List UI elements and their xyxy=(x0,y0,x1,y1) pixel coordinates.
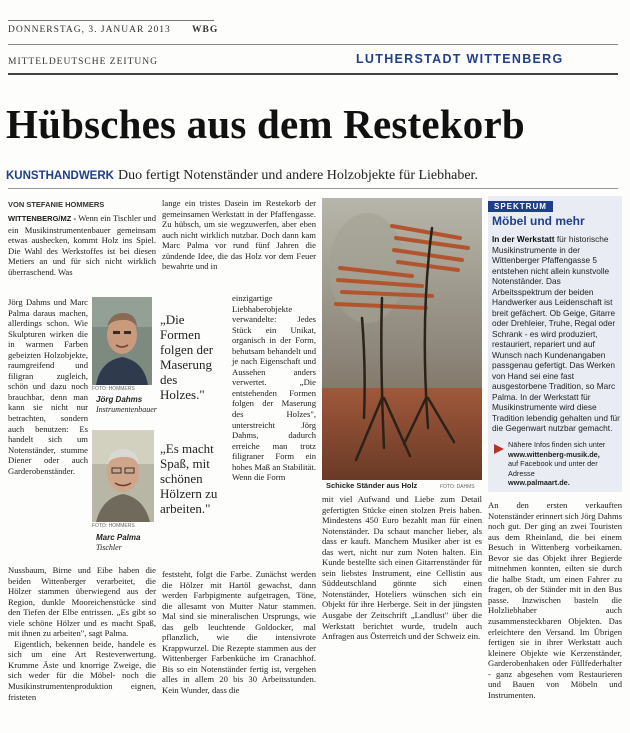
info-text: auf Facebook und unter der Adresse xyxy=(508,459,598,478)
article-text: An den ersten verkauften Notenständer erinnert sich Jörg Dahms noch gut. Der ging an zwei Touristen aus dem Rheinland, die bei einem Besuch in Wittenberg vorbeikamen. Bevor sie das Objekt ihrer Begierde mitnehmen konnten, eilten sie durch die halbe Stadt, um einen Fahrer zu fragen, ob der Ständer mit in den Bus passe. Inzwischen basteln die Holzliebhaber auch zusammensteckbaren Objekten. Das erleichtere den Versand. Im Übrigen fertigen sie in ihrer Werkstatt auch kleinere Objekte wie Kerzenständer, Garderobenhaken oder Füllfederhalter - ganz abgesehen vom Restaurieren und Bauen von Möbeln und Instrumenten. xyxy=(488,500,622,700)
sidebar-box xyxy=(488,196,622,492)
article-text: Eigentlich, bekennen beide, handele es sich um eine Art Resteverwertung. Krumme Äste und knorrige Zweige, die sich weder für die Möbel- noch die Musikinstrumentenproduktion eignen, fristeten xyxy=(8,638,156,702)
article-text: Wenn ein Tischler und ein Musikinstrumentenbauer gemeinsam etwas aushecken, kommt Holz ins Spiel. Die Wahl des Werkstoffes ist bei diesen Metiers an und für sich nicht wirklich überraschend. Was xyxy=(8,213,156,277)
info-text: Nähere Infos finden sich unter xyxy=(508,440,606,449)
article-text: feststeht, folgt die Farbe. Zunächst werden die Hölzer mit Hartöl gewachst, dann werden Farbpigmente aufgetragen, Töne, die allesamt von Mutter Natur stammen. Mal sind sie mineralischen Ursprungs, wie das gelb leuchtende Goldocker, mal pflanzlich, wie die intensivrote Krappwurzel. Die Rezepte stammen aus der Wittenberger Farbenküche im Cranachhof. Bis so ein Notenständer fertig ist, vergehen alles in allem 20 bis 30 Arbeitsstunden. Kein Wunder, dass die xyxy=(162,569,316,696)
pull-quote-1: „Die Formen folgen der Maserung des Holzes." xyxy=(160,312,214,402)
dateline: WITTENBERG/MZ - xyxy=(8,214,77,223)
article-col4 xyxy=(488,500,622,713)
photo-credit: FOTO: DAHMS xyxy=(440,484,475,490)
info-arrow-icon xyxy=(492,442,506,456)
subheadline: Duo fertigt Notenständer und andere Holzobjekte für Liebhaber. xyxy=(117,168,478,183)
header-rule xyxy=(8,44,618,45)
article-col1-top xyxy=(8,213,156,297)
article-col2-top xyxy=(162,198,316,293)
music-stand-photo xyxy=(322,198,482,480)
article-text: mit viel Aufwand und Liebe zum Detail gefertigten Stücke einen stolzen Preis haben. Mindestens 450 Euro bezahlt man für einen Notenständer. Da schaut mancher lieber, als dass er kauft. Manchem Musiker aber ist es das wert, nicht nur zum Noten halten. Ein Kunde bestellte sich einen Gitarrenständer für sein liebstes Instrument, eine Cellistin aus Süddeutschland gönnte sich einen Notenständer, Hoteliers wünschen sich ein Objekt für ihre Herberge. Seit in der jüngsten Ausgabe der Zeitschrift „Landlust" über die Werkstatt berichtet wurde, trudeln auch Anfragen aus Österreich und der Schweiz ein. xyxy=(322,494,482,642)
portrait-photo xyxy=(92,430,154,522)
website-link[interactable]: www.wittenberg-musik.de, xyxy=(508,449,600,459)
article-col2-side xyxy=(232,293,316,569)
kicker: KUNSTHANDWERK xyxy=(6,170,114,182)
sidebar-body: für historische Musikinstrumente in der Wittenberger Pfaffengasse 5 entstehen nicht allein kunstvolle Notenständer. Das Arbeitsspektrum der beiden Handwerker aus Leidenschaft ist breit gefächert. Ob Geige, Gitarre oder Drehleier, Truhe, Regal oder Schrank - es wird produziert, restauriert, repariert und auf Wunsch nach Kundenangaben passgenau gefertigt. Das Werken von Hand sei eine fast ausgestorbene Tradition, so Marc Palma. In der Werkstatt für Musikinstrumente wird diese Tradition lebendig gehalten und für die Gegenwart nutzbar gemacht. xyxy=(492,234,620,433)
article-col2-bottom xyxy=(162,569,316,713)
issue-date: DONNERSTAG, 3. JANUAR 2013 xyxy=(8,25,171,35)
section-title: LUTHERSTADT WITTENBERG xyxy=(356,52,564,66)
newspaper-name: MITTELDEUTSCHE ZEITUNG xyxy=(8,57,158,67)
photo-caption: Schicke Ständer aus Holz xyxy=(326,481,418,490)
headline: Hübsches aus dem Restekorb xyxy=(6,101,525,147)
byline: VON STEFANIE HOMMERS xyxy=(8,200,105,209)
edition-code: WBG xyxy=(192,25,219,35)
sidebar-text xyxy=(492,234,620,433)
article-col1-bottom xyxy=(8,565,156,713)
article-text: lange ein tristes Dasein im Restekorb der gemeinsamen Werkstatt in der Pfaffengasse. Zu hübsch, um sie wegzuwerfen, aber eben auch nicht wirklich nutzbar. Doch dann kam Marc Palma vor rund fünf Jahren die zündende Idee, die das Holz vor dem Feuer bewahrte und in xyxy=(162,198,316,272)
quote-name-2: Marc Palma xyxy=(96,533,141,542)
sidebar-header xyxy=(488,196,622,214)
article-photo xyxy=(322,198,482,480)
portrait-joerg-dahms xyxy=(92,297,152,385)
photo-credit: FOTO: HOMMERS xyxy=(92,523,135,529)
sidebar-info xyxy=(508,440,620,488)
quote-name-1: Jörg Dahms xyxy=(96,395,143,404)
quote-role-2: Tischler xyxy=(96,543,122,552)
quote-role-1: Instrumentenbauer xyxy=(96,405,157,414)
top-rule-left xyxy=(8,20,214,21)
sidebar-label: SPEKTRUM xyxy=(488,201,553,212)
article-text: Nussbaum, Birne und Eibe haben die beiden Wittenberger verarbeitet, die Hölzer stammen überwiegend aus der Region, dunkle Mooreichenstücke sind den Tiefen der Elbe entrissen. „Es gibt so viele schöne Hölzer und es macht Spaß, mit ihnen zu arbeiten", sagt Palma. xyxy=(8,565,156,639)
article-col1-side xyxy=(8,297,88,565)
sidebar-title: Möbel und mehr xyxy=(492,214,585,228)
pull-quote-2: „Es macht Spaß, mit schönen Hölzern zu arbeiten." xyxy=(160,441,218,516)
article-text: einzigartige Liebhaberobjekte verwandelte: Jedes Stück ein Unikat, organisch in der Form, behutsam behandelt und je nach Eigenschaft und Aussehen anders verwertet. „Die entstehenden Formen folgen der Maserung des Holzes", unterstreicht Jörg Dahms, dadurch erreiche man trotz filigraner Form ein hohes Maß an Stabilität. Wenn die Form xyxy=(232,293,316,483)
website-link-2[interactable]: www.palmaart.de. xyxy=(508,478,570,487)
sidebar-lead: In der Werkstatt xyxy=(492,234,555,244)
photo-credit: FOTO: HOMMERS xyxy=(92,386,135,392)
subheadline-row xyxy=(6,166,478,184)
section-rule xyxy=(8,73,618,75)
subheadline-rule xyxy=(8,188,618,189)
article-text: Jörg Dahms und Marc Palma daraus machen, allerdings schon. Wie Skulpturen wirken die in warmen Farben gebeizten Holzobjekte, raumgreifend und filigran zugleich, schön und dazu noch brauchbar, denn man kann sie nicht nur betrachten, sondern auch benutzen: Es handelt sich um Notenständer, stumme Diener oder auch Garderobenständer. xyxy=(8,297,88,476)
article-col3 xyxy=(322,494,482,713)
portrait-marc-palma xyxy=(92,430,154,522)
portrait-photo xyxy=(92,297,152,385)
